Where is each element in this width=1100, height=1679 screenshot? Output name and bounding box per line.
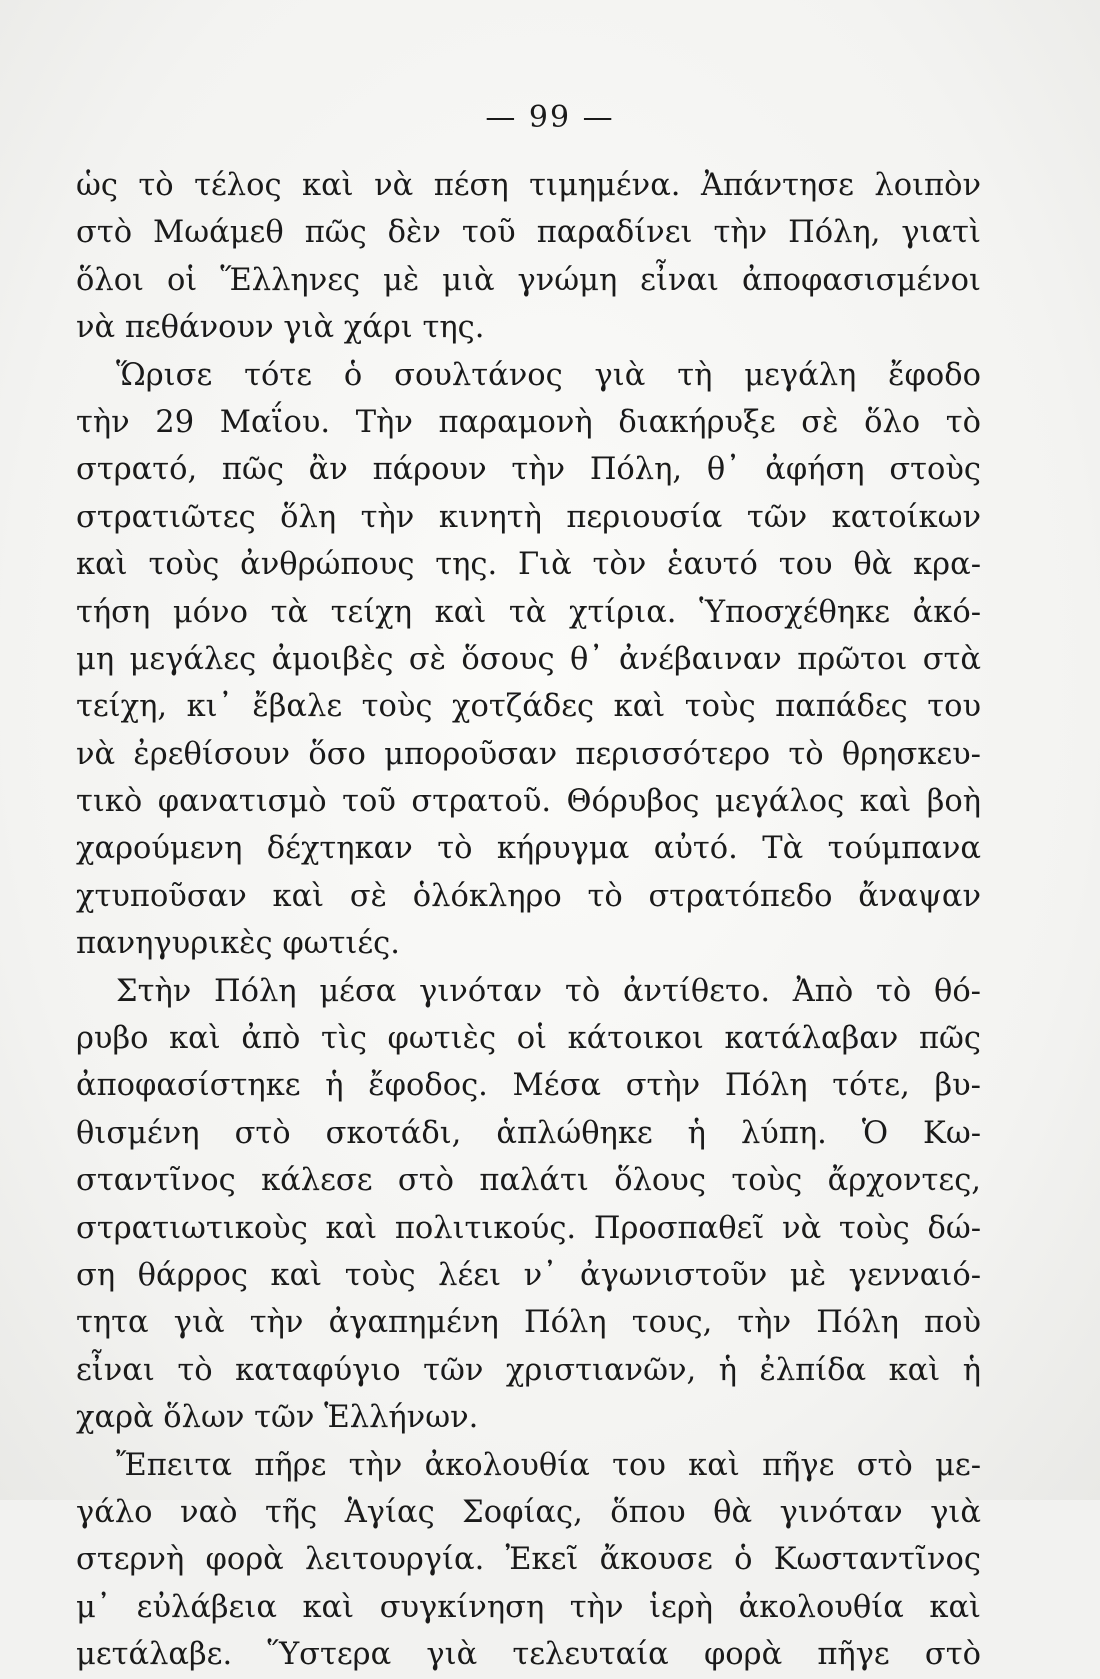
text-line: στερνὴ φορὰ λειτουργία. Ἐκεῖ ἄκουσε ὁ Κωσταντῖνος [76, 1542, 981, 1578]
text-line: θισμένη στὸ σκοτάδι, ἁπλώθηκε ἡ λύπη. Ὁ Κω- [76, 1115, 981, 1151]
text-line: νὰ πεθάνουν γιὰ χάρι της. [76, 310, 485, 346]
text-line: τικὸ φανατισμὸ τοῦ στρατοῦ. Θόρυβος μεγάλος καὶ βοὴ [76, 784, 981, 820]
text-line: ὡς τὸ τέλος καὶ νὰ πέση τιμημένα. Ἀπάντησε λοιπὸν [76, 168, 981, 203]
text-line: μ᾽ εὐλάβεια καὶ συγκίνηση τὴν ἱερὴ ἀκολουθία καὶ [76, 1589, 981, 1625]
text-line: χαρὰ ὅλων τῶν Ἑλλήνων. [76, 1400, 479, 1436]
text-line: τητα γιὰ τὴν ἀγαπημένη Πόλη τους, τὴν Πόλη ποὺ [76, 1305, 981, 1341]
text-line: νὰ ἐρεθίσουν ὅσο μποροῦσαν περισσότερο τὸ θρησκευ- [76, 736, 981, 772]
text-line: ρυβο καὶ ἀπὸ τὶς φωτιὲς οἱ κάτοικοι κατάλαβαν πῶς [76, 1021, 981, 1057]
text-line: Ὥρισε τότε ὁ σουλτάνος γιὰ τὴ μεγάλη ἔφοδο [116, 357, 981, 393]
text-line: χτυποῦσαν καὶ σὲ ὁλόκληρο τὸ στρατόπεδο ἄναψαν [76, 878, 981, 914]
text-line: στὸ Μωάμεθ πῶς δὲν τοῦ παραδίνει τὴν Πόλη, γιατὶ [76, 215, 981, 251]
body-text [76, 162, 981, 1679]
text-line: στρατιῶτες ὅλη τὴν κινητὴ περιουσία τῶν κατοίκων [76, 499, 981, 535]
text-line: τήση μόνο τὰ τείχη καὶ τὰ χτίρια. Ὑποσχέθηκε ἀκό- [76, 594, 981, 630]
text-line: στρατό, πῶς ἂν πάρουν τὴν Πόλη, θ᾽ ἀφήση στοὺς [76, 452, 981, 488]
text-line: καὶ τοὺς ἀνθρώπους της. Γιὰ τὸν ἑαυτό του θὰ κρα- [76, 547, 981, 583]
text-line: τὴν 29 Μαΐου. Τὴν παραμονὴ διακήρυξε σὲ ὅλο τὸ [76, 404, 981, 440]
page-number: — 99 — [485, 100, 615, 135]
text-line: τείχη, κι᾽ ἔβαλε τοὺς χοτζάδες καὶ τοὺς παπάδες του [76, 689, 981, 725]
text-line: σταντῖνος κάλεσε στὸ παλάτι ὅλους τοὺς ἄρχοντες, [76, 1163, 981, 1199]
text-line: Ἔπειτα πῆρε τὴν ἀκολουθία του καὶ πῆγε στὸ με- [116, 1447, 981, 1483]
text-line: χαρούμενη δέχτηκαν τὸ κήρυγμα αὐτό. Τὰ τούμπανα [76, 831, 981, 867]
text-line: Στὴν Πόλη μέσα γινόταν τὸ ἀντίθετο. Ἀπὸ τὸ θό- [116, 973, 981, 1009]
text-line: γάλο ναὸ τῆς Ἁγίας Σοφίας, ὅπου θὰ γινόταν γιὰ [76, 1494, 981, 1530]
text-line: μετάλαβε. Ὕστερα γιὰ τελευταία φορὰ πῆγε στὸ [76, 1637, 981, 1673]
text-line: πανηγυρικὲς φωτιές. [76, 926, 400, 962]
text-line: ἀποφασίστηκε ἡ ἔφοδος. Μέσα στὴν Πόλη τότε, βυ- [76, 1068, 981, 1104]
text-line: μη μεγάλες ἀμοιβὲς σὲ ὅσους θ᾽ ἀνέβαιναν πρῶτοι στὰ [76, 641, 981, 677]
text-line: εἶναι τὸ καταφύγιο τῶν χριστιανῶν, ἡ ἐλπίδα καὶ ἡ [76, 1352, 981, 1388]
text-line: ση θάρρος καὶ τοὺς λέει ν᾽ ἀγωνιστοῦν μὲ γενναιό- [76, 1257, 981, 1293]
text-line: ὅλοι οἱ Ἕλληνες μὲ μιὰ γνώμη εἶναι ἀποφασισμένοι [76, 262, 981, 298]
text-line: στρατιωτικοὺς καὶ πολιτικούς. Προσπαθεῖ νὰ τοὺς δώ- [76, 1210, 981, 1246]
